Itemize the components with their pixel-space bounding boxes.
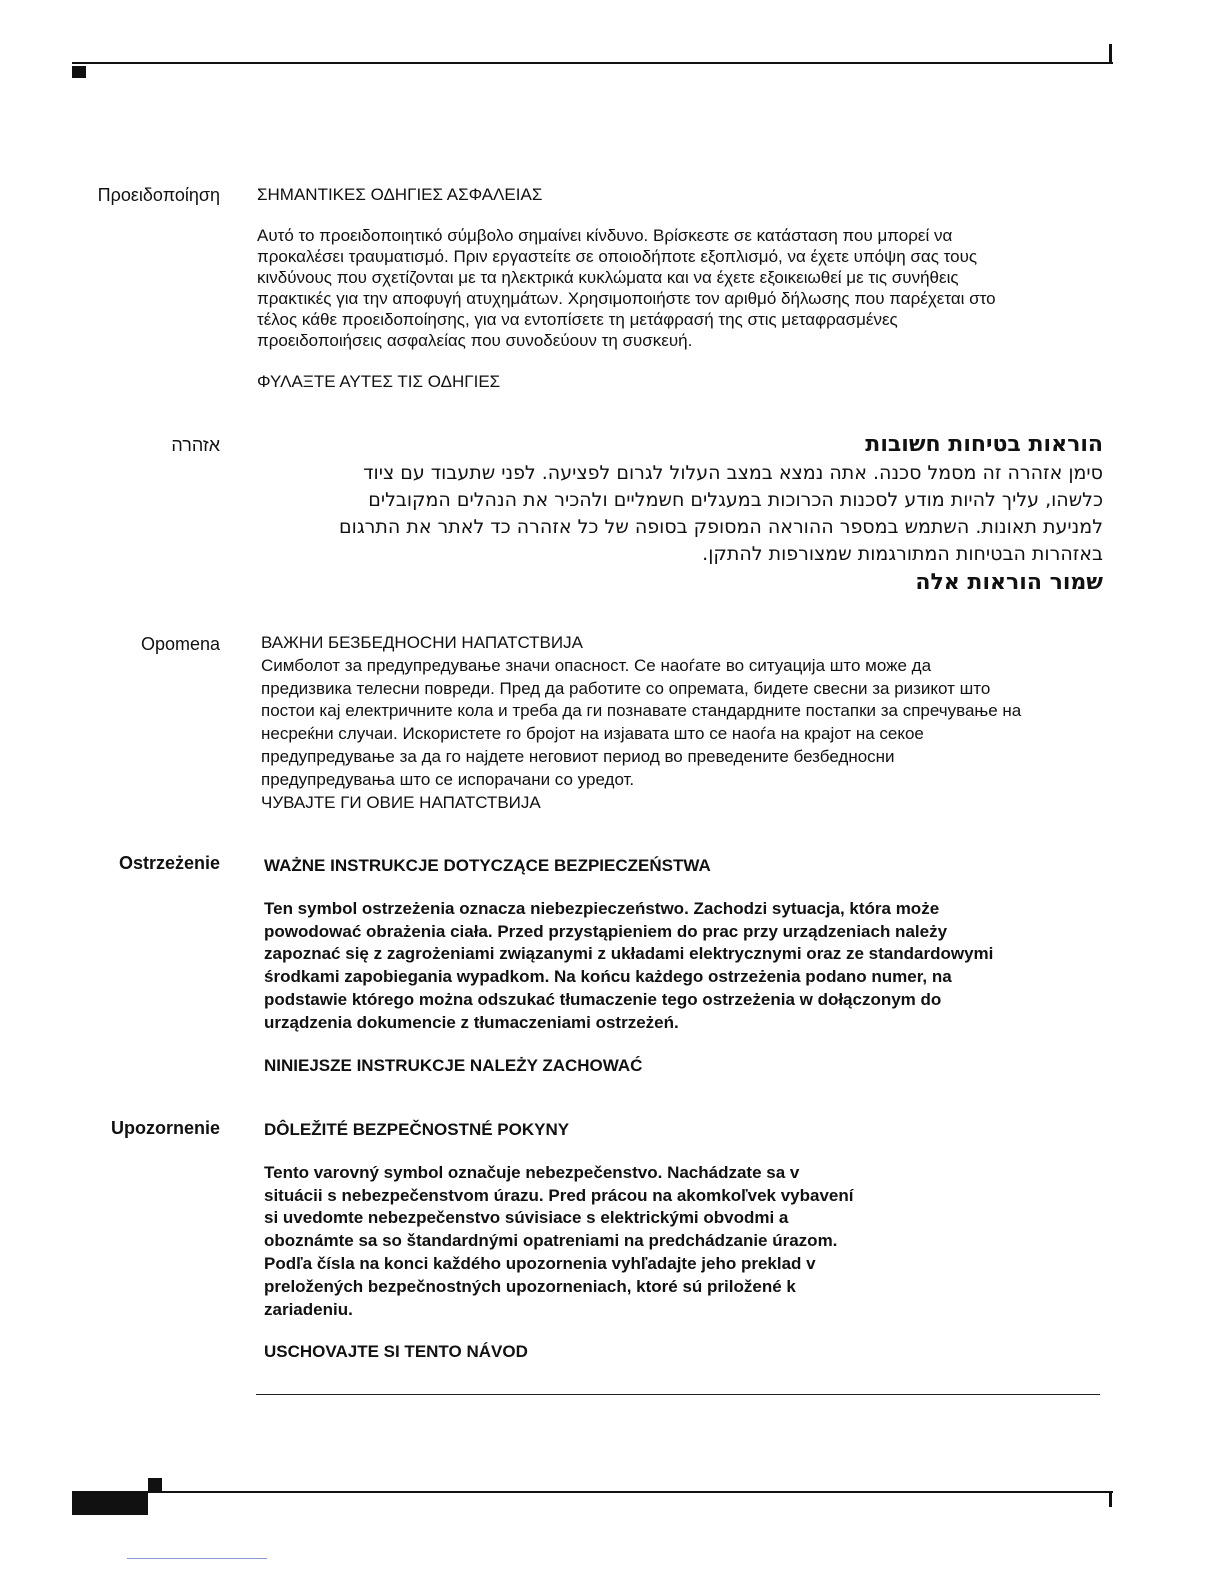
- polish-footer: NINIEJSZE INSTRUKCJE NALEŻY ZACHOWAĆ: [264, 1055, 643, 1075]
- macedonian-footer: ЧУВАЈТЕ ГИ ОВИЕ НАПАТСТВИЈА: [261, 792, 541, 812]
- hebrew-line: כלשהו, עליך להיות מודע לסכנות הכרוכות במעגלים חשמליים ולהכיר את הנהלים המקובלים: [368, 489, 1103, 511]
- macedonian-line: предупредување за да го најдете неговиот период во преведените безбедносни: [261, 746, 895, 766]
- polish-heading: WAŻNE INSTRUKCJE DOTYCZĄCE BEZPIECZEŃSTWA: [264, 856, 711, 875]
- greek-line: προκαλέσει τραυματισμό. Πριν εργαστείτε σε οποιοδήποτε εξοπλισμό, να έχετε υπόψη σας τους: [257, 247, 978, 266]
- greek-warning-label: Προειδοποίηση: [97, 185, 220, 205]
- header-rule: [72, 62, 1113, 64]
- macedonian-heading: ВАЖНИ БЕЗБЕДНОСНИ НАПАТСТВИЈА: [261, 633, 583, 652]
- slovak-line: Tento varovný symbol označuje nebezpečenstvo. Nachádzate sa v: [264, 1162, 800, 1182]
- hebrew-warning-label: אזהרה: [171, 435, 220, 455]
- header-tick-mark: [1109, 44, 1112, 64]
- section-end-rule: [256, 1394, 1100, 1395]
- footer-square-marker: [148, 1478, 162, 1491]
- hebrew-line: באזהרות הבטיחות המתורגמות שמצורפות להתקן.: [702, 543, 1103, 565]
- macedonian-line: постои кај електричните кола и треба да ги познавате стандардните постапки за спречување на: [261, 701, 1022, 721]
- macedonian-line: предизвика телесни повреди. Пред да работите со опремата, бидете свесни за ризикот што: [261, 678, 991, 698]
- slovak-line: si uvedomte nebezpečenstvo súvisiace s elektrickými obvodmi a: [264, 1208, 789, 1228]
- polish-line: powodować obrażenia ciała. Przed przystąpieniem do prac przy urządzeniach należy: [264, 921, 948, 941]
- slovak-line: zariadeniu.: [264, 1299, 353, 1319]
- greek-line: προειδοποιήσεις ασφαλείας που συνοδεύουν τη συσκευή.: [257, 331, 693, 350]
- polish-line: środkami zapobiegania wypadkom. Na końcu każdego ostrzeżenia podano numer, na: [264, 967, 952, 987]
- greek-line: Αυτό το προειδοποιητικό σύμβολο σημαίνει κίνδυνο. Βρίσκεστε σε κατάσταση που μπορεί να: [257, 226, 953, 245]
- polish-line: Ten symbol ostrzeżenia oznacza niebezpieczeństwo. Zachodzi sytuacja, która może: [264, 898, 940, 918]
- slovak-line: Podľa čísla na konci každého upozornenia vyhľadajte jeho preklad v: [264, 1253, 816, 1273]
- hebrew-line: סימן אזהרה זה מסמל סכנה. אתה נמצא במצב העלול לגרום לפציעה. לפני שתעבוד עם ציוד: [363, 462, 1103, 484]
- slovak-warning-label: Upozornenie: [110, 1118, 220, 1138]
- slovak-footer: USCHOVAJTE SI TENTO NÁVOD: [264, 1342, 528, 1362]
- polish-warning-label: Ostrzeżenie: [118, 853, 220, 873]
- macedonian-warning-label: Opomena: [140, 634, 220, 654]
- header-corner-marker: [72, 66, 86, 78]
- macedonian-line: предупредувања што се испорачани со уредот.: [261, 769, 635, 789]
- slovak-line: oboznámte sa so štandardnými opatreniami na predchádzanie úrazom.: [264, 1231, 838, 1251]
- slovak-warning-block: [264, 1119, 854, 1364]
- macedonian-line: несреќни случаи. Искористете го бројот на изјавата што се наоѓа на крајот на секое: [261, 724, 924, 744]
- slovak-heading: DÔLEŽITÉ BEZPEČNOSTNÉ POKYNY: [264, 1120, 570, 1139]
- greek-line: κινδύνους που σχετίζονται με τα ηλεκτρικά κυκλώματα και να έχετε εξοικειωθεί με τις συνήθεις: [257, 268, 959, 287]
- polish-line: urządzenia dokumencie z tłumaczeniami ostrzeżeń.: [264, 1012, 679, 1032]
- polish-line: zapoznać się z zagrożeniami związanymi z układami elektrycznymi oraz ze standardowymi: [264, 944, 994, 964]
- macedonian-warning-block: [261, 632, 1021, 814]
- slovak-line: preložených bezpečnostných upozorneniach, ktoré sú priložené k: [264, 1276, 796, 1296]
- footer-rule: [148, 1491, 1113, 1493]
- greek-heading: ΣΗΜΑΝΤΙΚΕΣ ΟΔΗΓΙΕΣ ΑΣΦΑΛΕΙΑΣ: [257, 185, 543, 204]
- greek-line: πρακτικές για την αποφυγή ατυχημάτων. Χρησιμοποιήστε τον αριθμό δήλωσης που παρέχεται στο: [257, 289, 996, 308]
- hebrew-heading: הוראות בטיחות חשובות: [865, 432, 1103, 457]
- footer-tick-mark: [1109, 1493, 1112, 1507]
- greek-footer: ΦΥΛΑΞΤΕ ΑΥΤΕΣ ΤΙΣ ΟΔΗΓΙΕΣ: [257, 372, 501, 391]
- hebrew-warning-block: [257, 430, 1103, 598]
- footer-link-underline: [127, 1558, 267, 1559]
- greek-warning-block: [257, 184, 996, 392]
- polish-warning-block: [264, 855, 993, 1077]
- greek-line: τέλος κάθε προειδοποίησης, για να εντοπίσετε τη μετάφρασή της στις μεταφρασμένες: [257, 310, 898, 329]
- polish-line: podstawie którego można odszukać tłumaczenie tego ostrzeżenia w dołączonym do: [264, 989, 942, 1009]
- footer-page-block: [72, 1491, 148, 1515]
- macedonian-line: Симболот за предупредување значи опасност. Се наоѓате во ситуација што може да: [261, 655, 932, 675]
- hebrew-line: למניעת תאונות. השתמש במספר ההוראה המסופק בסופה של כל אזהרה כד לאתר את התרגום: [339, 516, 1103, 538]
- slovak-line: situácii s nebezpečenstvom úrazu. Pred prácou na akomkoľvek vybavení: [264, 1185, 854, 1205]
- hebrew-footer: שמור הוראות אלה: [915, 570, 1103, 595]
